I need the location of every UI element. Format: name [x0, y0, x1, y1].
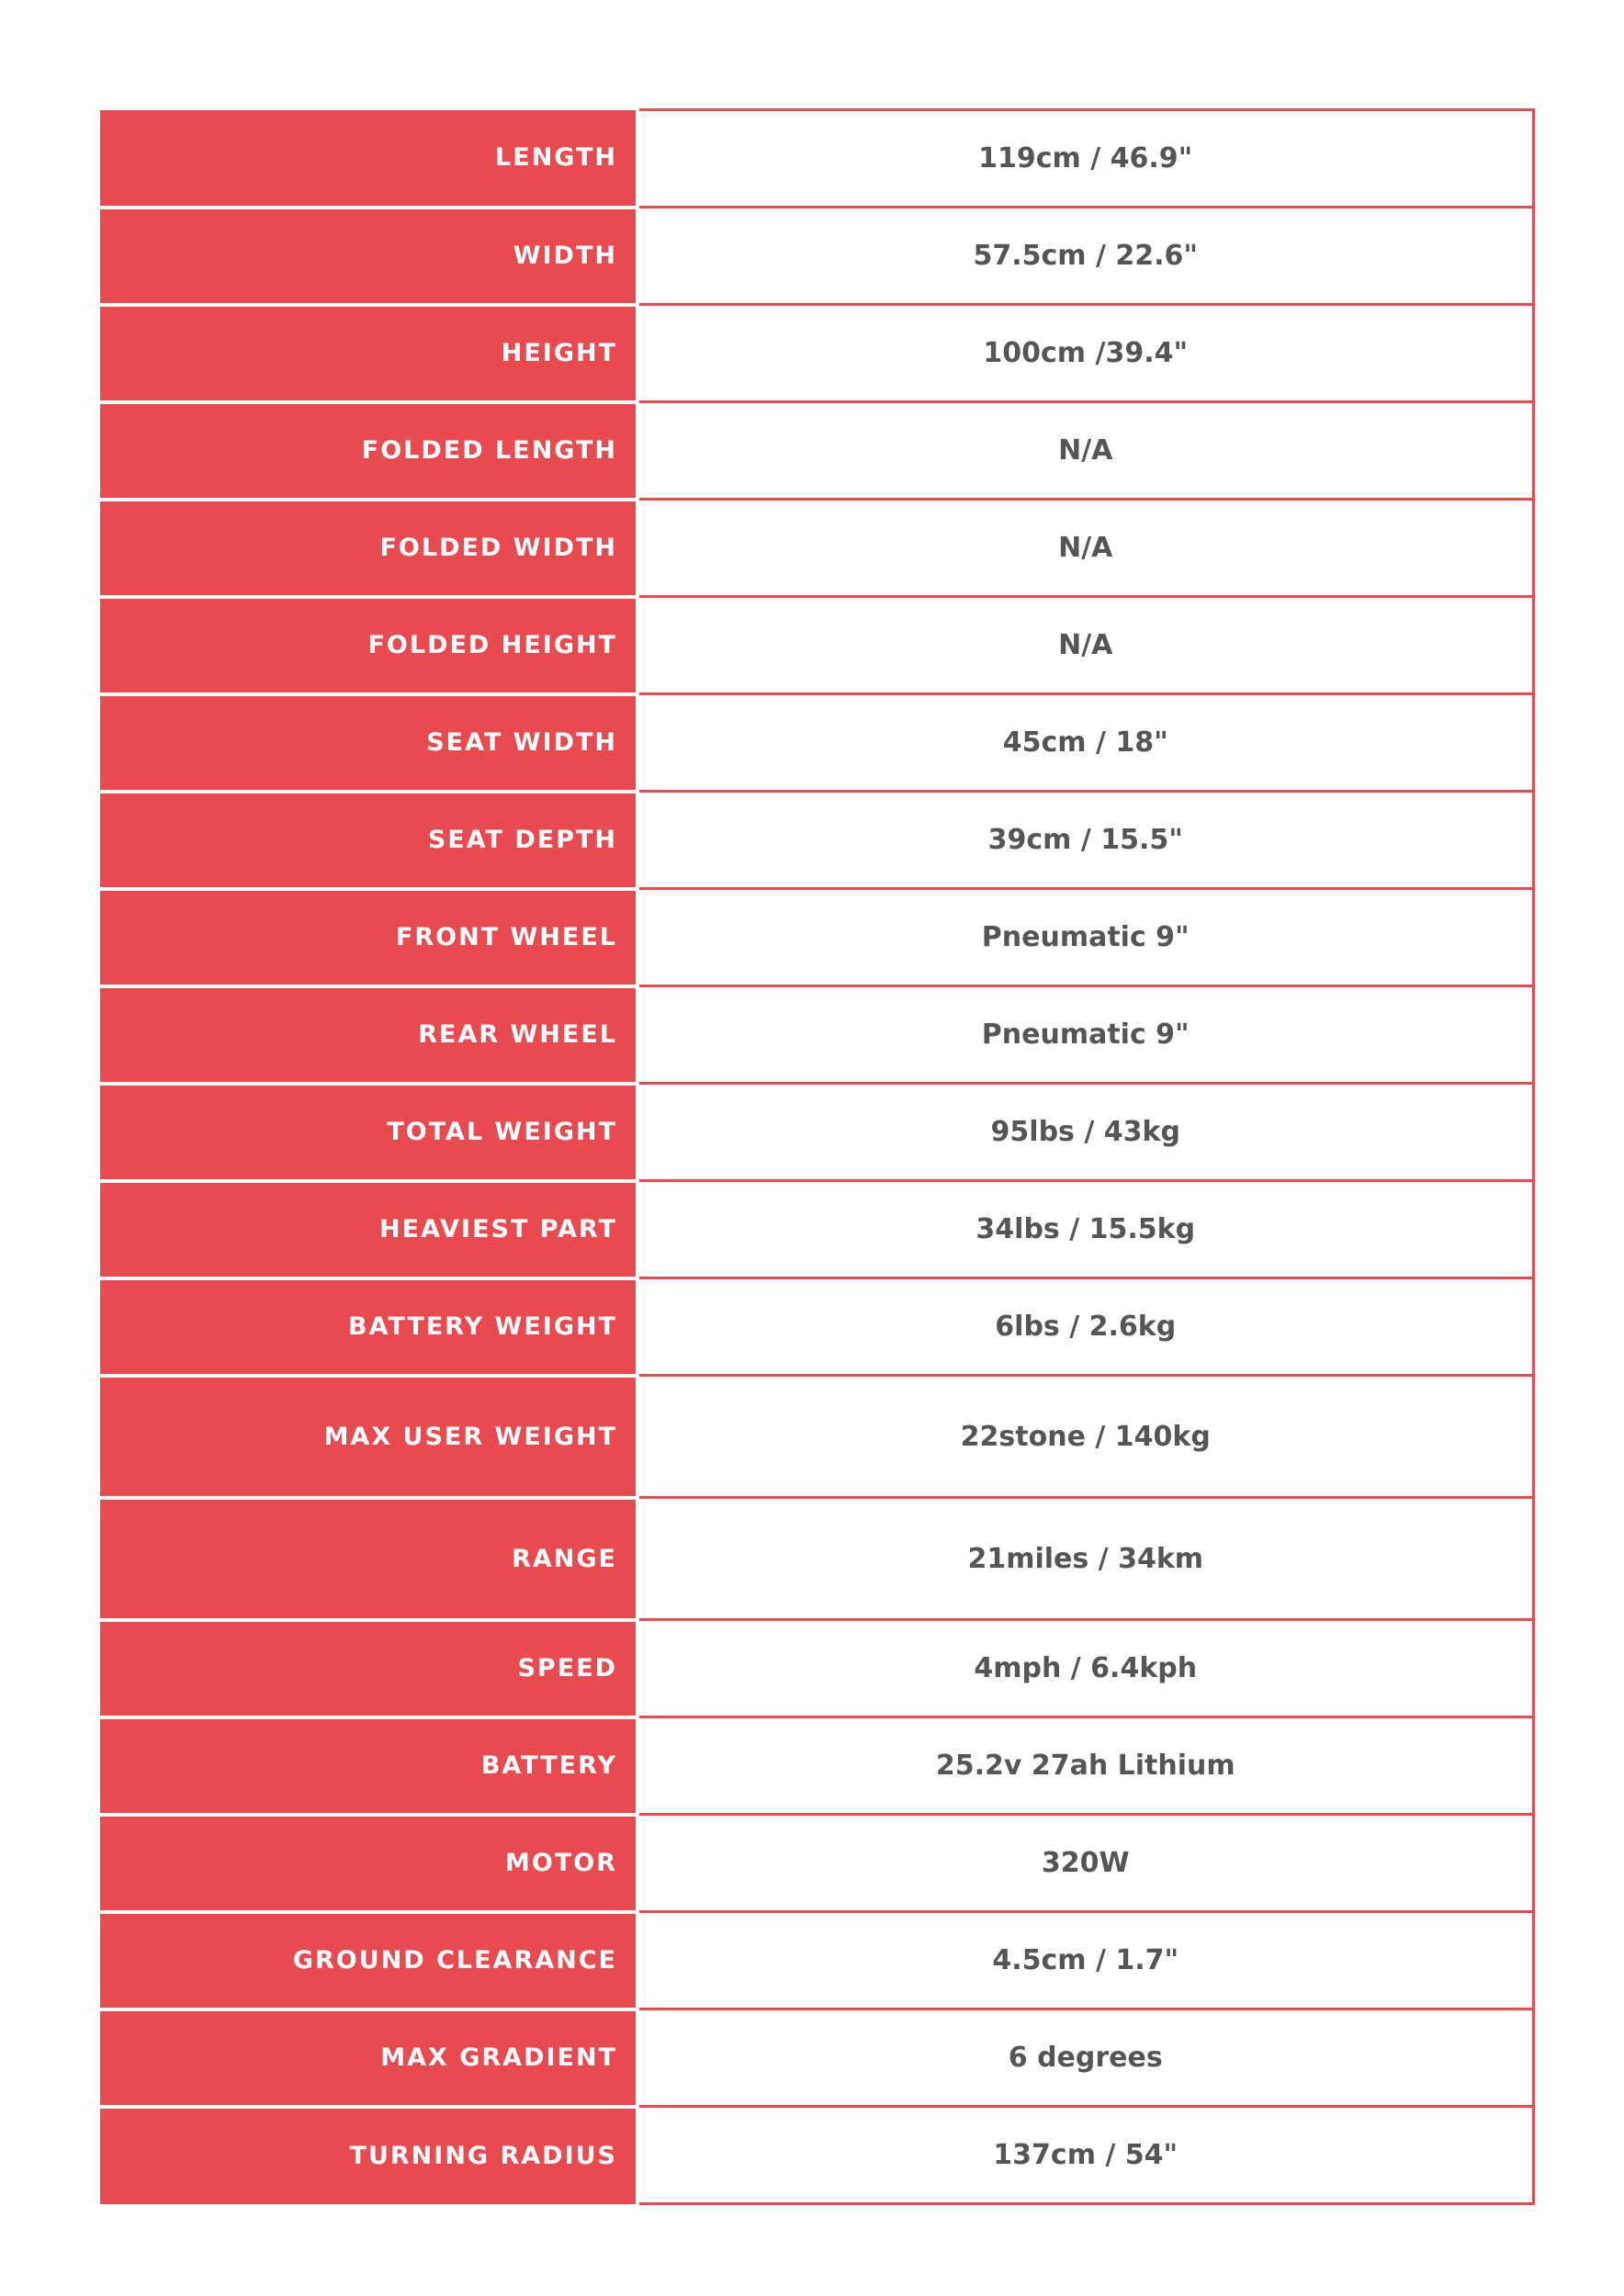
spec-row-width	[100, 208, 1533, 305]
spec-value: Pneumatic 9"	[637, 986, 1533, 1084]
spec-row-range	[100, 1498, 1533, 1620]
spec-row-battery-weight	[100, 1278, 1533, 1376]
spec-value: 45cm / 18"	[637, 694, 1533, 792]
spec-row-turning-radius	[100, 2107, 1533, 2204]
spec-label: MAX USER WEIGHT	[100, 1376, 637, 1498]
spec-row-folded-length	[100, 402, 1533, 500]
spec-value: N/A	[637, 402, 1533, 500]
spec-label: WIDTH	[100, 208, 637, 305]
spec-label: RANGE	[100, 1498, 637, 1620]
spec-label: SEAT WIDTH	[100, 694, 637, 792]
spec-label: REAR WHEEL	[100, 986, 637, 1084]
spec-row-front-wheel	[100, 889, 1533, 986]
spec-value: 25.2v 27ah Lithium	[637, 1717, 1533, 1815]
spec-value: 4.5cm / 1.7"	[637, 1912, 1533, 2009]
spec-table	[100, 108, 1535, 2205]
spec-value: N/A	[637, 597, 1533, 694]
spec-row-max-user-weight	[100, 1376, 1533, 1498]
spec-label: HEAVIEST PART	[100, 1181, 637, 1278]
spec-value: 95lbs / 43kg	[637, 1084, 1533, 1181]
spec-label: LENGTH	[100, 110, 637, 208]
spec-value: 6 degrees	[637, 2009, 1533, 2107]
spec-value: 119cm / 46.9"	[637, 110, 1533, 208]
spec-value: 39cm / 15.5"	[637, 792, 1533, 889]
spec-row-seat-depth	[100, 792, 1533, 889]
spec-row-folded-height	[100, 597, 1533, 694]
spec-label: FRONT WHEEL	[100, 889, 637, 986]
spec-row-height	[100, 305, 1533, 402]
spec-row-motor	[100, 1815, 1533, 1912]
spec-row-rear-wheel	[100, 986, 1533, 1084]
spec-label: TURNING RADIUS	[100, 2107, 637, 2204]
spec-label: TOTAL WEIGHT	[100, 1084, 637, 1181]
spec-label: FOLDED WIDTH	[100, 500, 637, 597]
spec-row-ground-clearance	[100, 1912, 1533, 2009]
spec-value: Pneumatic 9"	[637, 889, 1533, 986]
spec-value: 6lbs / 2.6kg	[637, 1278, 1533, 1376]
spec-row-folded-width	[100, 500, 1533, 597]
spec-value: 320W	[637, 1815, 1533, 1912]
spec-row-seat-width	[100, 694, 1533, 792]
spec-label: GROUND CLEARANCE	[100, 1912, 637, 2009]
spec-row-length	[100, 110, 1533, 208]
spec-value: 22stone / 140kg	[637, 1376, 1533, 1498]
spec-label: BATTERY WEIGHT	[100, 1278, 637, 1376]
spec-value: 21miles / 34km	[637, 1498, 1533, 1620]
spec-value: 4mph / 6.4kph	[637, 1620, 1533, 1717]
spec-row-heaviest-part	[100, 1181, 1533, 1278]
spec-label: HEIGHT	[100, 305, 637, 402]
spec-label: SEAT DEPTH	[100, 792, 637, 889]
spec-label: MOTOR	[100, 1815, 637, 1912]
spec-value: N/A	[637, 500, 1533, 597]
spec-label: FOLDED LENGTH	[100, 402, 637, 500]
spec-label: BATTERY	[100, 1717, 637, 1815]
spec-label: SPEED	[100, 1620, 637, 1717]
spec-row-total-weight	[100, 1084, 1533, 1181]
spec-row-battery	[100, 1717, 1533, 1815]
spec-label: FOLDED HEIGHT	[100, 597, 637, 694]
spec-value: 137cm / 54"	[637, 2107, 1533, 2204]
spec-label: MAX GRADIENT	[100, 2009, 637, 2107]
spec-row-max-gradient	[100, 2009, 1533, 2107]
spec-value: 100cm /39.4"	[637, 305, 1533, 402]
spec-value: 57.5cm / 22.6"	[637, 208, 1533, 305]
spec-row-speed	[100, 1620, 1533, 1717]
spec-value: 34lbs / 15.5kg	[637, 1181, 1533, 1278]
